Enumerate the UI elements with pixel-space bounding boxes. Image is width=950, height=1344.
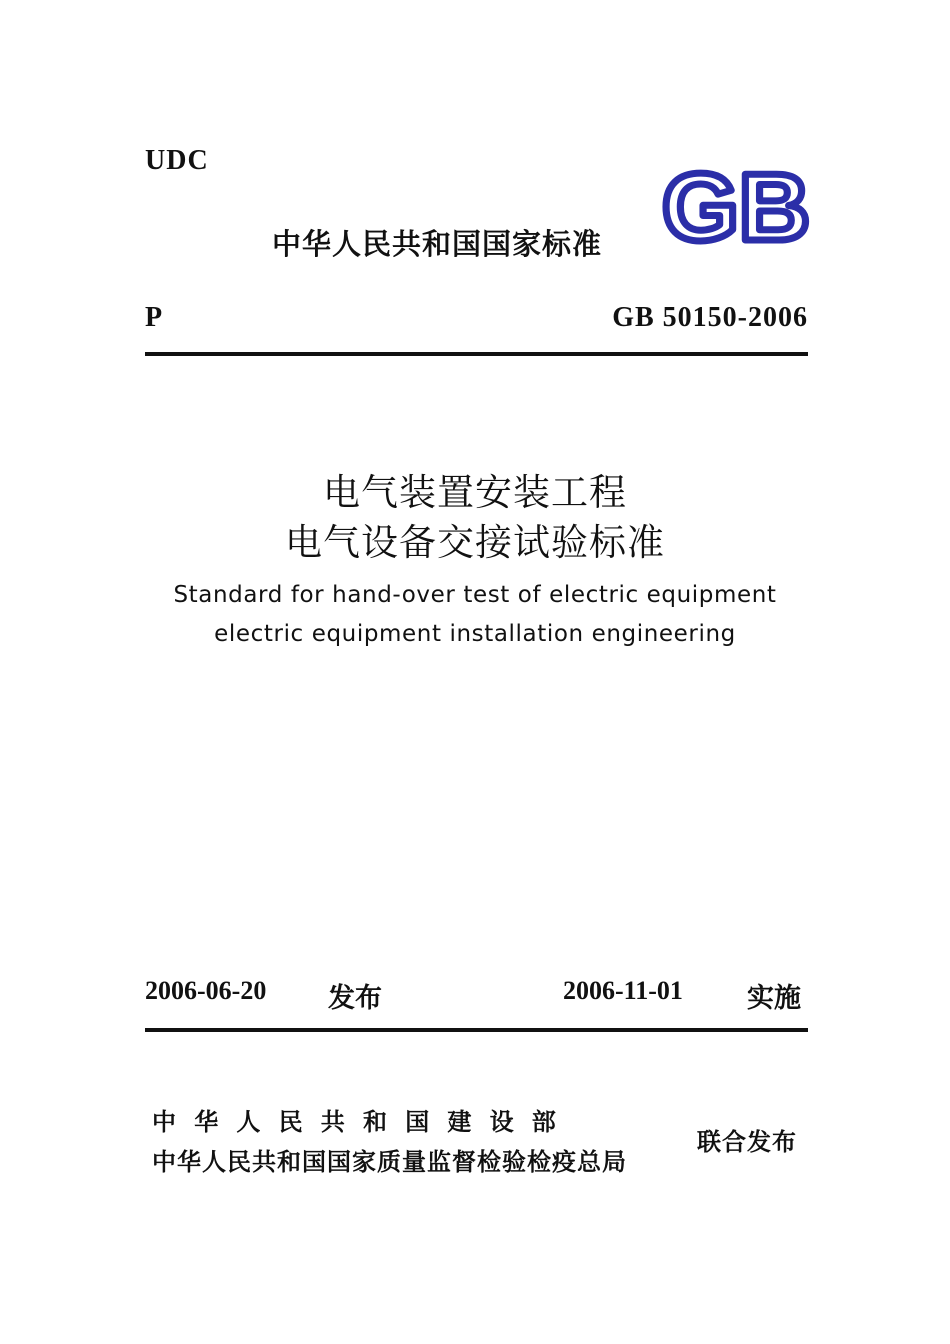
joint-issue-label: 联合发布 <box>697 1128 797 1156</box>
issue-date: 2006-06-20 <box>145 976 267 1005</box>
classification-code: P <box>145 302 163 333</box>
title-cn-line2: 电气设备交接试验标准 <box>285 521 665 564</box>
issuer-aqsiq: 中华人民共和国国家质量监督检验检疫总局 <box>152 1148 627 1176</box>
title-cn-line1: 电气装置安装工程 <box>323 471 627 514</box>
issuer-ministry-construction: 中华人民共和国建设部 <box>152 1108 574 1136</box>
header-divider <box>145 352 808 356</box>
issue-label: 发布 <box>328 983 382 1014</box>
udc-label: UDC <box>145 145 209 176</box>
national-standard-title: 中华人民共和国国家标准 <box>272 227 603 261</box>
implement-date: 2006-11-01 <box>563 976 683 1005</box>
standard-number: GB 50150-2006 <box>612 302 808 333</box>
implement-label: 实施 <box>747 983 801 1014</box>
gb-logo <box>660 165 812 247</box>
gb-logo-text: GB <box>662 165 810 247</box>
title-en-line1: Standard for hand-over test of electric equipment <box>173 582 777 608</box>
title-en-line2: electric equipment installation engineering <box>214 621 736 647</box>
footer-divider <box>145 1028 808 1032</box>
